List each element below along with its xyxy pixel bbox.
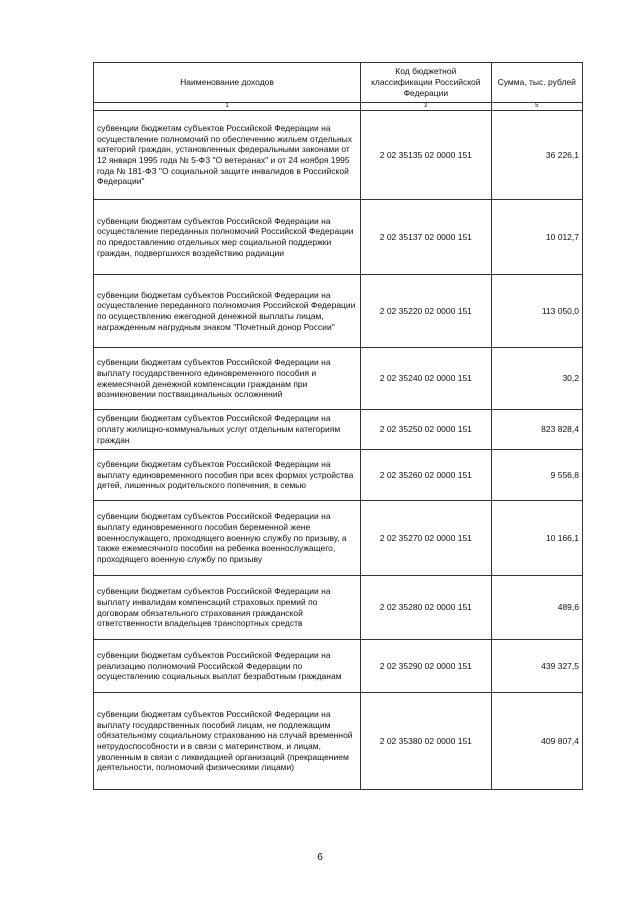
- row-code: 2 02 35290 02 0000 151: [361, 640, 491, 693]
- row-code: 2 02 35137 02 0000 151: [361, 200, 491, 275]
- table-row: [94, 200, 583, 275]
- table-row: [94, 111, 583, 200]
- table-row: [94, 501, 583, 576]
- row-code: 2 02 35250 02 0000 151: [361, 410, 491, 450]
- column-number-3: 5: [491, 103, 582, 111]
- row-name: субвенции бюджетам субъектов Российской Федерации на выплату инвалидам компенсаций страховых премий по договорам обязательного страхования гражданской ответственности владельцев транспортных средств: [94, 576, 361, 640]
- table-row: [94, 275, 583, 348]
- row-sum: 10 166,1: [491, 501, 582, 576]
- table-row: [94, 576, 583, 640]
- row-name: субвенции бюджетам субъектов Российской Федерации на выплату единовременного пособия беременной жене военнослужащего, проходящего военную службу по призыву, а также ежемесячного пособия на ребенка военнослужащего, проходящего военную службу по призыву: [94, 501, 361, 576]
- page-number: 6: [317, 852, 323, 863]
- row-name: субвенции бюджетам субъектов Российской Федерации на реализацию полномочий Российской Федерации по осуществлению социальных выплат безработным гражданам: [94, 640, 361, 693]
- row-code: 2 02 35280 02 0000 151: [361, 576, 491, 640]
- row-code: 2 02 35270 02 0000 151: [361, 501, 491, 576]
- table-row: [94, 450, 583, 501]
- row-name: субвенции бюджетам субъектов Российской Федерации на выплату единовременного пособия при всех формах устройства детей, лишенных родительского попечения, в семью: [94, 450, 361, 501]
- row-code: 2 02 35380 02 0000 151: [361, 693, 491, 790]
- header-revenue-name: Наименование доходов: [94, 63, 361, 103]
- row-name: субвенции бюджетам субъектов Российской Федерации на осуществление переданных полномочий Российской Федерации по предоставлению отдельных мер социальной поддержки граждан, подвергшихся воздействию радиации: [94, 200, 361, 275]
- row-name: субвенции бюджетам субъектов Российской Федерации на оплату жилищно-коммунальных услуг отдельным категориям граждан: [94, 410, 361, 450]
- row-code: 2 02 35135 02 0000 151: [361, 111, 491, 200]
- row-sum: 113 050,0: [491, 275, 582, 348]
- row-sum: 409 807,4: [491, 693, 582, 790]
- row-code: 2 02 35240 02 0000 151: [361, 348, 491, 410]
- row-sum: 439 327,5: [491, 640, 582, 693]
- header-budget-code: Код бюджетной классификации Российской Федерации: [361, 63, 491, 103]
- column-number-row: [94, 103, 583, 111]
- header-amount: Сумма, тыс. рублей: [491, 63, 582, 103]
- column-number-2: 2: [361, 103, 491, 111]
- table-row: [94, 348, 583, 410]
- row-sum: 30,2: [491, 348, 582, 410]
- row-sum: 9 556,8: [491, 450, 582, 501]
- row-name: субвенции бюджетам субъектов Российской Федерации на осуществление переданного полномочия Российской Федерации по осуществлению ежегодной денежной выплаты лицам, награжденным нагрудным знаком "Почетный донор России": [94, 275, 361, 348]
- table-row: [94, 640, 583, 693]
- row-code: 2 02 35260 02 0000 151: [361, 450, 491, 501]
- row-sum: 10 012,7: [491, 200, 582, 275]
- table-header-row: [94, 63, 583, 103]
- row-name: субвенции бюджетам субъектов Российской Федерации на осуществление полномочий по обеспечению жильем отдельных категорий граждан, установленных федеральными законами от 12 января 1995 года № 5-ФЗ "О ветеранах" и от 24 ноября 1995 года № 181-ФЗ "О социальной защите инвалидов в Российской Федерации": [94, 111, 361, 200]
- row-sum: 36 226,1: [491, 111, 582, 200]
- table-row: [94, 693, 583, 790]
- row-name: субвенции бюджетам субъектов Российской Федерации на выплату государственного единовременного пособия и ежемесячной денежной компенсации гражданам при возникновении поствакцинальных осложнений: [94, 348, 361, 410]
- table-row: [94, 410, 583, 450]
- row-sum: 489,6: [491, 576, 582, 640]
- column-number-1: 1: [94, 103, 361, 111]
- row-code: 2 02 35220 02 0000 151: [361, 275, 491, 348]
- revenue-table: [93, 62, 583, 790]
- row-sum: 823 828,4: [491, 410, 582, 450]
- row-name: субвенции бюджетам субъектов Российской Федерации на выплату государственных пособий лицам, не подлежащим обязательному социальному страхованию на случай временной нетрудоспособности и в связи с материнством, и лицам, уволенным в связи с ликвидацией организаций (прекращением деятельности, полномочий физическими лицами): [94, 693, 361, 790]
